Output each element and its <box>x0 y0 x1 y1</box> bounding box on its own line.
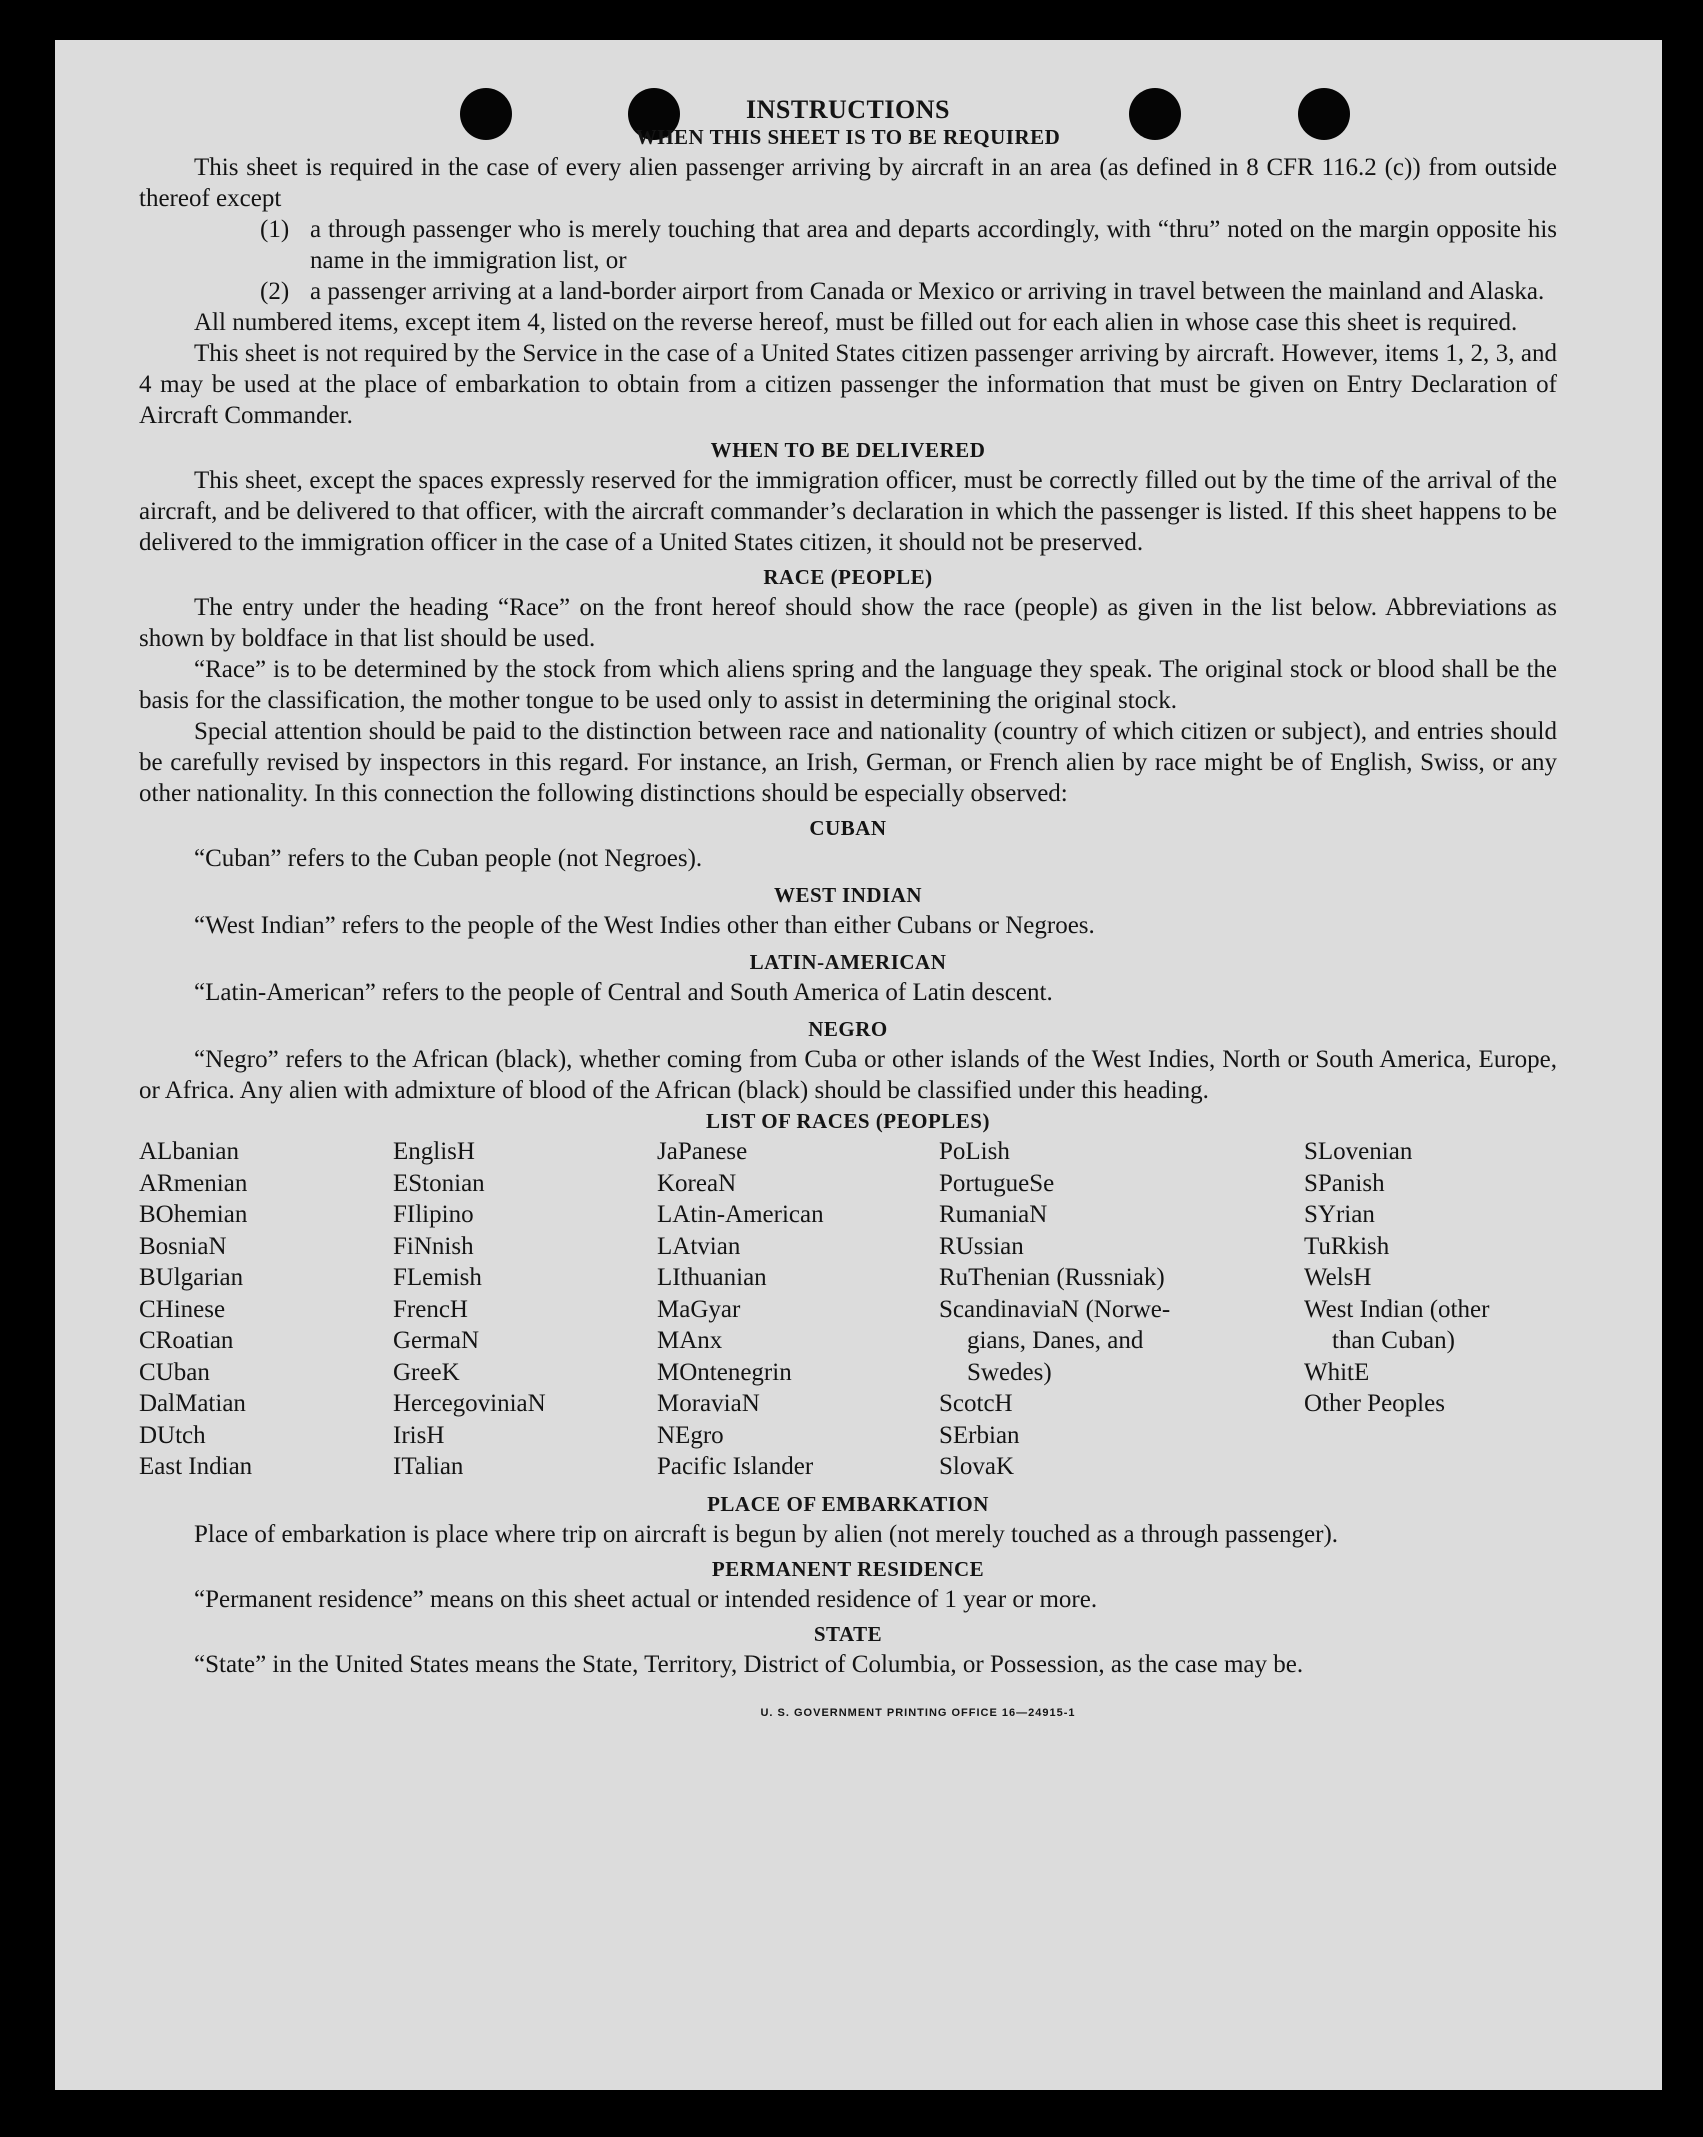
race-item: CHinese <box>139 1295 226 1323</box>
race-item: CRoatian <box>139 1327 234 1354</box>
race-item: FLemish <box>393 1264 482 1291</box>
item-text: a passenger arriving at a land-border airport from Canada or Mexico or arriving in travel between the mainland and Alaska. <box>310 278 1545 305</box>
race-item: PoLish <box>939 1138 1010 1165</box>
race-item: MoraviaN <box>657 1390 760 1417</box>
heading-when-delivered: WHEN TO BE DELIVERED <box>710 438 986 462</box>
race-item: ARmenian <box>139 1169 248 1197</box>
item-number: (2) <box>260 278 290 305</box>
race-item: FiNnish <box>393 1232 474 1260</box>
heading-cuban: CUBAN <box>809 816 887 840</box>
race-list <box>139 1136 1557 1483</box>
race-item: NEgro <box>657 1421 724 1449</box>
race-item: RumaniaN <box>939 1201 1048 1228</box>
race-item: HercegoviniaN <box>393 1390 546 1417</box>
race-item: LAtvian <box>657 1232 741 1260</box>
race-item: LIthuanian <box>657 1264 767 1291</box>
race-column <box>393 1136 657 1483</box>
race-item: MAnx <box>657 1327 723 1354</box>
race-item: FrencH <box>393 1295 468 1323</box>
definition: “Cuban” refers to the Cuban people (not Negroes). <box>194 845 703 872</box>
race-item: CUban <box>139 1358 210 1386</box>
printer-imprint: U. S. GOVERNMENT PRINTING OFFICE 16—24915-1 <box>760 1706 1076 1719</box>
race-item-continued: Swedes) <box>967 1358 1052 1386</box>
instructions-text <box>139 90 1557 1729</box>
race-item: GermaN <box>393 1327 480 1354</box>
paragraph: Place of embarkation is place where trip on aircraft is begun by alien (not merely touched as a through passenger). <box>194 1520 1339 1548</box>
heading-list-of-races: LIST OF RACES (PEOPLES) <box>706 1109 990 1133</box>
definition: “Latin-American” refers to the people of Central and South America of Latin descent. <box>194 979 1053 1006</box>
race-item: SYrian <box>1304 1201 1375 1228</box>
race-item-continued: than Cuban) <box>1332 1327 1455 1354</box>
paragraph: All numbered items, except item 4, listed on the reverse hereof, must be filled out for each alien in whose case this sheet is required. <box>194 309 1518 336</box>
race-item: EStonian <box>393 1169 485 1197</box>
definition: “Negro” refers to the African (black), whether coming from Cuba or other islands of the West Indies, North or South America, Europe, or Africa. Any alien with admixture of blood of the African (black) should be classified under this heading. <box>139 1046 1557 1104</box>
race-item: West Indian (other <box>1304 1295 1490 1323</box>
document-page <box>55 40 1662 2090</box>
race-item: ScotcH <box>939 1390 1013 1417</box>
race-item: WhitE <box>1304 1358 1370 1386</box>
paragraph: This sheet is required in the case of every alien passenger arriving by aircraft in an area (as defined in 8 CFR 116.2 (c)) from outside thereof except <box>139 154 1557 212</box>
paragraph: This sheet is not required by the Service in the case of a United States citizen passenger arriving by aircraft. However, items 1, 2, 3, and 4 may be used at the place of embarkation to obtain from a citizen passenger the information that must be given on Entry Declaration of Aircraft Commander. <box>139 340 1557 429</box>
race-column <box>139 1136 393 1483</box>
race-item: DUtch <box>139 1421 206 1449</box>
race-item: DalMatian <box>139 1390 246 1417</box>
heading-state: STATE <box>813 1621 883 1646</box>
race-item: SPanish <box>1304 1169 1385 1197</box>
paragraph: “State” in the United States means the State, Territory, District of Columbia, or Possession, as the case may be. <box>194 1650 1304 1678</box>
race-item: PortugueSe <box>939 1169 1055 1197</box>
race-item: EnglisH <box>393 1138 475 1165</box>
race-item: BosniaN <box>139 1232 227 1260</box>
race-item-continued: gians, Danes, and <box>967 1327 1144 1354</box>
race-item: ScandinaviaN (Norwe- <box>939 1295 1171 1323</box>
race-item: GreeK <box>393 1358 460 1386</box>
race-item: BUlgarian <box>139 1264 244 1291</box>
race-item: TuRkish <box>1304 1232 1390 1260</box>
exception-item <box>139 276 1557 307</box>
race-item: MaGyar <box>657 1295 741 1323</box>
race-column <box>657 1136 939 1483</box>
race-item: RUssian <box>939 1232 1024 1260</box>
race-item: MOntenegrin <box>657 1358 792 1386</box>
page-title: INSTRUCTIONS <box>746 95 950 124</box>
race-item: WelsH <box>1304 1264 1372 1291</box>
race-item: IrisH <box>393 1421 445 1449</box>
heading-race: RACE (PEOPLE) <box>763 565 933 589</box>
heading-permanent-residence: PERMANENT RESIDENCE <box>711 1556 985 1581</box>
race-item: SlovaK <box>939 1453 1014 1480</box>
race-item: ITalian <box>393 1453 464 1480</box>
heading-negro: NEGRO <box>808 1017 888 1041</box>
heading-west-indian: WEST INDIAN <box>773 883 923 907</box>
race-item: RuThenian (Russniak) <box>939 1264 1165 1291</box>
paragraph: This sheet, except the spaces expressly reserved for the immigration officer, must be correctly filled out by the time of the arrival of the aircraft, and be delivered to that officer, with the aircraft commander’s declaration in which the passenger is listed. If this sheet happens to be delivered to the immigration officer in the case of a United States citizen, it should not be preserved. <box>139 467 1557 556</box>
paragraph: The entry under the heading “Race” on the front hereof should show the race (people) as given in the list below. Abbreviations as shown by boldface in that list should be used. <box>139 594 1557 652</box>
definition: “West Indian” refers to the people of the West Indies other than either Cubans or Negroes. <box>194 912 1095 939</box>
race-column <box>939 1136 1304 1483</box>
item-text: a through passenger who is merely touching that area and departs accordingly, with “thru” noted on the margin opposite his name in the immigration list, or <box>310 216 1557 274</box>
heading-place-of-embarkation: PLACE OF EMBARKATION <box>707 1491 989 1516</box>
paragraph: “Permanent residence” means on this sheet actual or intended residence of 1 year or more. <box>194 1585 1098 1613</box>
paragraph: “Race” is to be determined by the stock from which aliens spring and the language they speak. The original stock or blood shall be the basis for the classification, the mother tongue to be used only to assist in determining the original stock. <box>139 656 1557 714</box>
race-item: Pacific Islander <box>657 1453 814 1480</box>
race-item: KoreaN <box>657 1169 737 1197</box>
race-item: SErbian <box>939 1421 1020 1449</box>
race-item: ALbanian <box>139 1138 239 1165</box>
heading-when-required: WHEN THIS SHEET IS TO BE REQUIRED <box>635 125 1061 149</box>
race-item: LAtin-American <box>657 1201 824 1228</box>
exception-item <box>139 214 1557 276</box>
race-item: Other Peoples <box>1304 1390 1445 1417</box>
race-item: BOhemian <box>139 1201 248 1228</box>
race-item: SLovenian <box>1304 1138 1413 1165</box>
race-column <box>1304 1136 1557 1483</box>
race-item: JaPanese <box>657 1138 748 1165</box>
race-item: East Indian <box>139 1453 253 1480</box>
paragraph: Special attention should be paid to the distinction between race and nationality (country of which citizen or subject), and entries should be carefully revised by inspectors in this regard. For instance, an Irish, German, or French alien by race might be of English, Swiss, or any other nationality. In this connection the following distinctions should be especially observed: <box>139 718 1557 807</box>
heading-latin-american: LATIN-AMERICAN <box>749 950 947 974</box>
item-number: (1) <box>260 216 290 243</box>
race-item: FIlipino <box>393 1201 474 1228</box>
